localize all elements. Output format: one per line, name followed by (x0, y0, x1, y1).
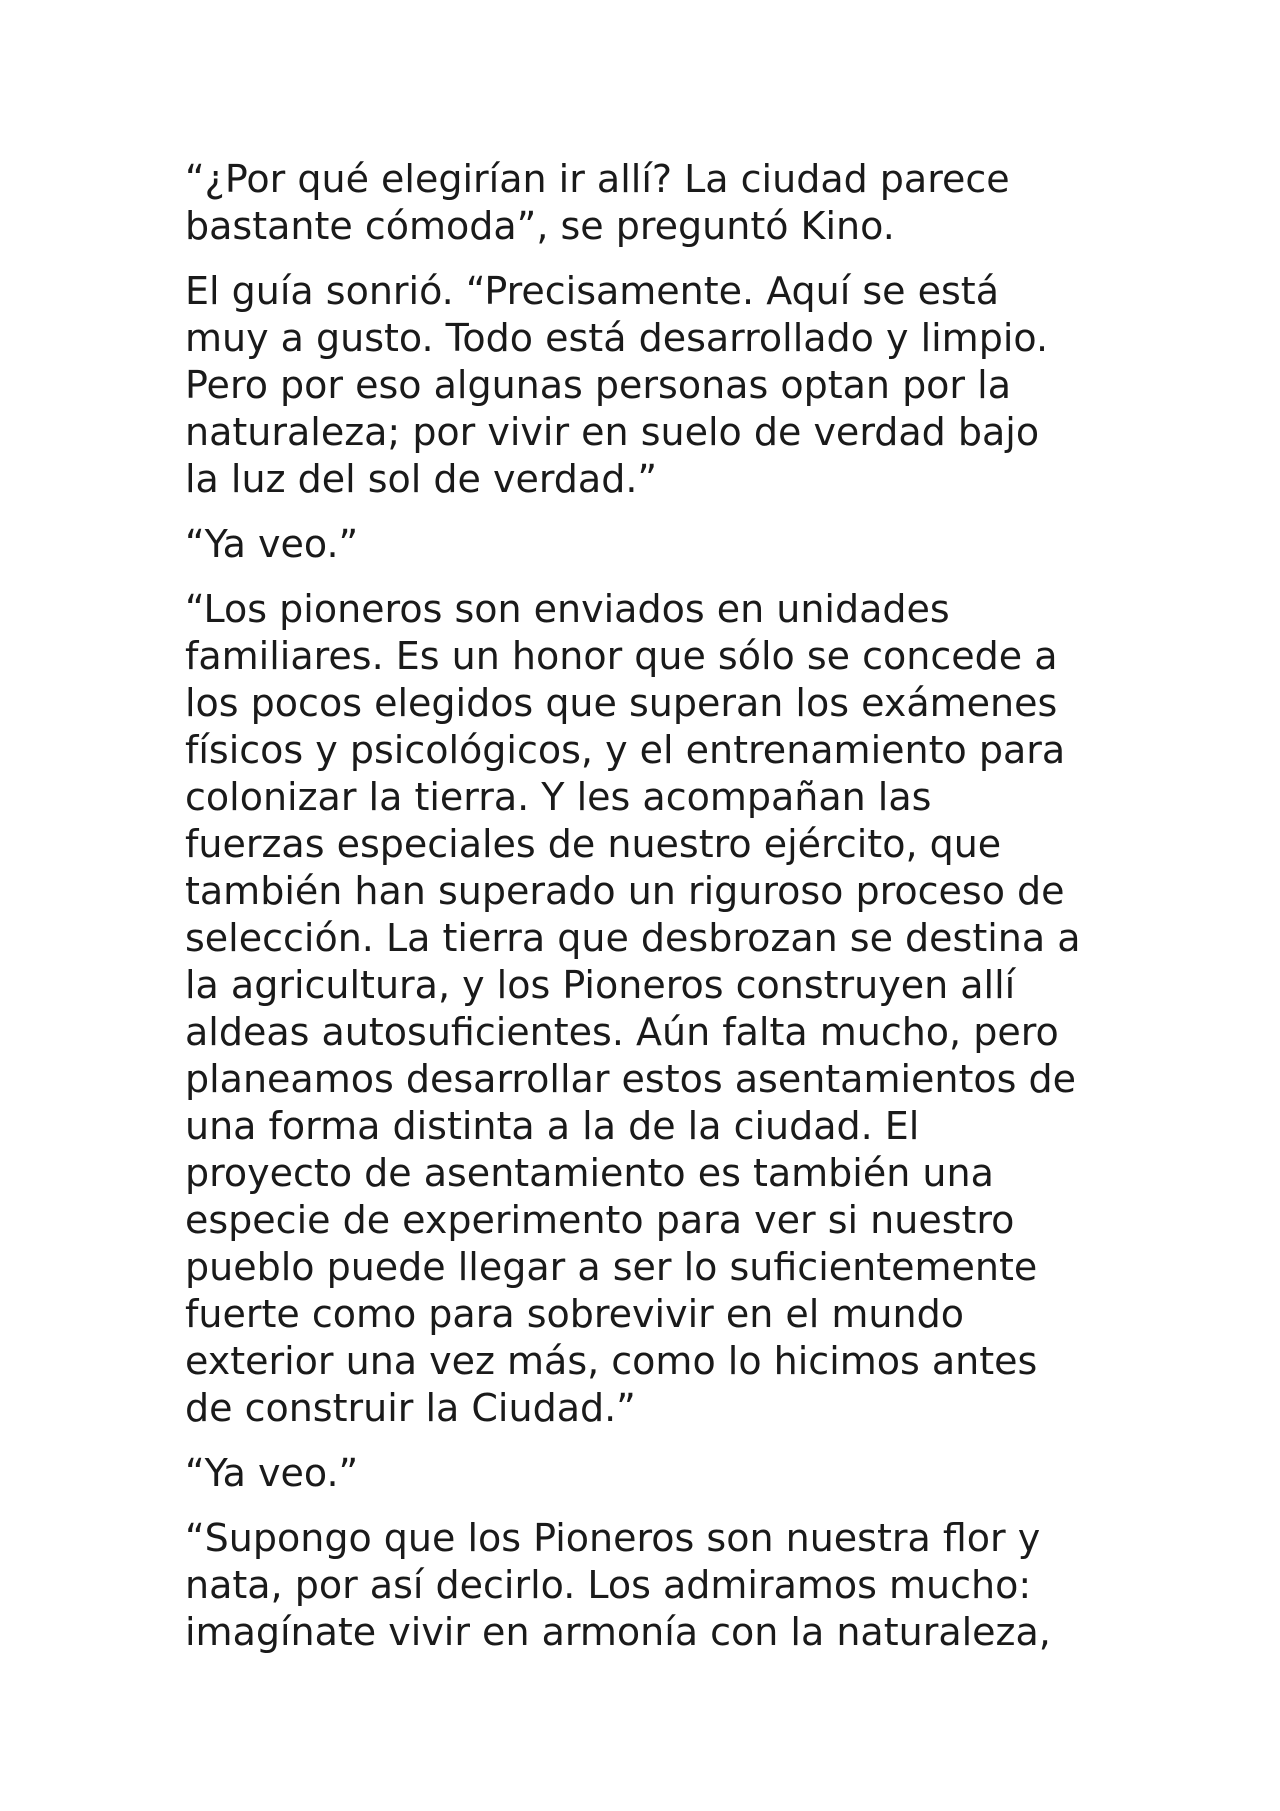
paragraph (185, 1450, 1125, 1497)
text-line: pueblo puede llegar a ser lo suficientemente (185, 1245, 1038, 1289)
text-line: “¿Por qué elegirían ir allí? La ciudad parece (185, 157, 1010, 201)
text-line: especie de experimento para ver si nuestro (185, 1198, 1015, 1242)
text-line: una forma distinta a la de la ciudad. El (185, 1104, 920, 1148)
text-line: El guía sonrió. “Precisamente. Aquí se está (185, 269, 999, 313)
paragraph (185, 586, 1125, 1432)
paragraph (185, 521, 1125, 568)
text-line: Pero por eso algunas personas optan por la (185, 363, 1011, 407)
paragraph (185, 268, 1125, 503)
text-line: “Los pioneros son enviados en unidades (185, 587, 950, 631)
text-line: la agricultura, y los Pioneros construyen allí (185, 963, 1016, 1007)
text-line: naturaleza; por vivir en suelo de verdad bajo (185, 410, 1040, 454)
page-text (185, 156, 1125, 1674)
text-line: también han superado un riguroso proceso de (185, 869, 1065, 913)
text-line: los pocos elegidos que superan los exámenes (185, 681, 1058, 725)
paragraph (185, 156, 1125, 250)
paragraph (185, 1515, 1125, 1656)
text-line: planeamos desarrollar estos asentamientos de (185, 1057, 1077, 1101)
text-line: “Ya veo.” (185, 1451, 359, 1495)
text-line: colonizar la tierra. Y les acompañan las (185, 775, 932, 819)
text-line: la luz del sol de verdad.” (185, 457, 658, 501)
text-line: físicos y psicológicos, y el entrenamiento para (185, 728, 1066, 772)
text-line: imagínate vivir en armonía con la naturaleza, (185, 1610, 1051, 1654)
text-line: “Ya veo.” (185, 522, 359, 566)
text-line: muy a gusto. Todo está desarrollado y limpio. (185, 316, 1049, 360)
text-line: proyecto de asentamiento es también una (185, 1151, 994, 1195)
text-line: familiares. Es un honor que sólo se concede a (185, 634, 1058, 678)
text-line: fuerte como para sobrevivir en el mundo (185, 1292, 964, 1336)
text-line: aldeas autosuficientes. Aún falta mucho, pero (185, 1010, 1059, 1054)
text-line: exterior una vez más, como lo hicimos antes (185, 1339, 1038, 1383)
text-line: bastante cómoda”, se preguntó Kino. (185, 204, 895, 248)
text-line: nata, por así decirlo. Los admiramos mucho: (185, 1563, 1032, 1607)
text-line: de construir la Ciudad.” (185, 1386, 636, 1430)
text-line: fuerzas especiales de nuestro ejército, que (185, 822, 1002, 866)
text-line: selección. La tierra que desbrozan se destina a (185, 916, 1081, 960)
text-line: “Supongo que los Pioneros son nuestra flor y (185, 1516, 1041, 1560)
